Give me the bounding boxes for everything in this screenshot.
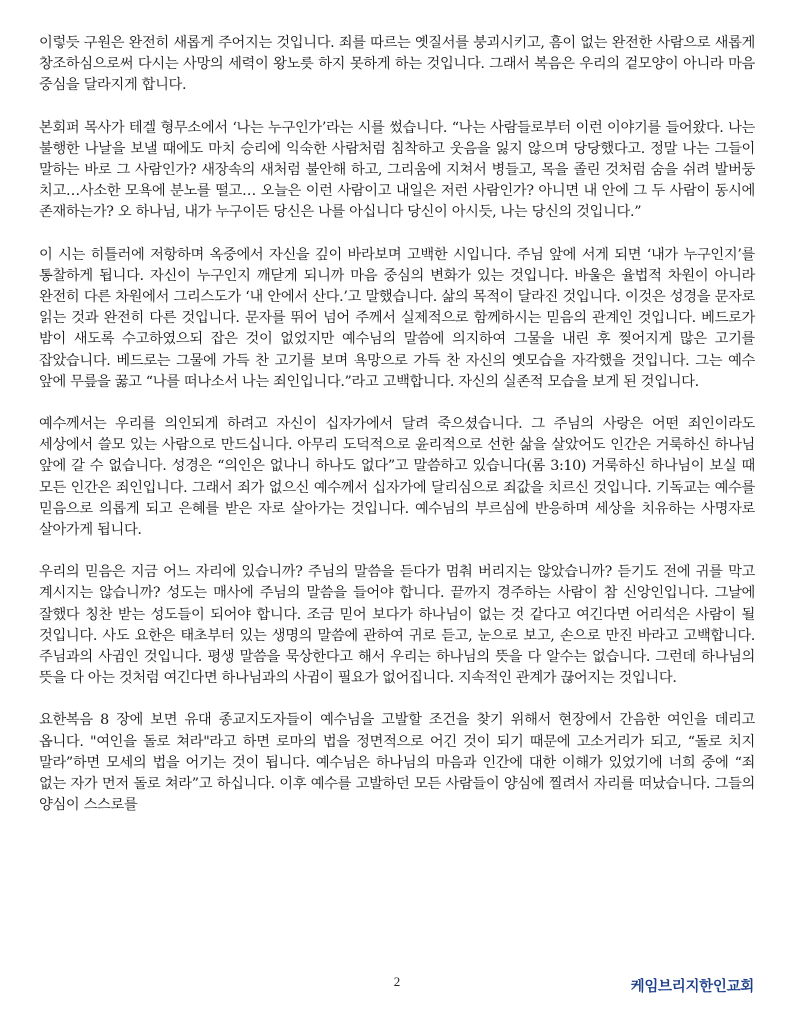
paragraph-3: 이 시는 히틀러에 저항하며 옥중에서 자신을 깊이 바라보며 고백한 시입니다. 주님 앞에 서게 되면 ‘내가 누구인지’를 통찰하게 됩니다. 자신이 누구인지 깨닫게 되니까 마음 중심의 변화가 있는 것입니다. 바울은 율법적 차원이 아니라 완전히 다른 차원에서 그리스도가 ‘내 안에서 산다.’고 말했습니다. 삶의 목적이 달라진 것입니다. 이것은 성경을 문자로 읽는 것과 완전히 다른 것입니다. 문자를 뛰어 넘어 주께서 실제적으로 함께하시는 믿음의 관계인 것입니다. 베드로가 밤이 새도록 수고하였으되 잡은 것이 없었지만 예수님의 말씀에 의지하여 그물을 내린 후 찢어지게 많은 고기를 잡았습니다. 베드로는 그물에 가득 찬 고기를 보며 욕망으로 가득 찬 자신의 옛모습을 자각했을 것입니다. 그는 예수 앞에 무릎을 꿇고 “나를 떠나소서 나는 죄인입니다.”라고 고백합니다. 자신의 실존적 모습을 보게 된 것입니다. [39, 246, 755, 390]
paragraph-5: 우리의 믿음은 지금 어느 자리에 있습니까? 주님의 말씀을 듣다가 멈춰 버리지는 않았습니까? 듣기도 전에 귀를 막고 계시지는 않습니까? 성도는 매사에 주님의 말씀을 들어야 합니다. 끝까지 경주하는 사람이 참 신앙인입니다. 그날에 잘했다 칭찬 받는 성도들이 되어야 합니다. 조금 믿어 보다가 하나님이 없는 것 같다고 여긴다면 어리석은 사람이 될 것입니다. 사도 요한은 태초부터 있는 생명의 말씀에 관하여 귀로 듣고, 눈으로 보고, 손으로 만진 바라고 고백합니다. 주님과의 사귐인 것입니다. 평생 말씀을 묵상한다고 해서 우리는 하나님의 뜻을 다 알수는 없습니다. 그런데 하나님의 뜻을 다 아는 것처럼 여긴다면 하나님과의 사귐이 필요가 없어집니다. 지속적인 관계가 끊어지는 것입니다. [39, 564, 755, 687]
paragraph-4: 예수께서는 우리를 의인되게 하려고 자신이 십자가에서 달려 죽으셨습니다. 그 주님의 사랑은 어떤 죄인이라도 세상에서 쓸모 있는 사람으로 만드십니다. 아무리 도덕적으로 윤리적으로 선한 삶을 살았어도 인간은 거룩하신 하나님 앞에 갈 수 없습니다. 성경은 “의인은 없나니 하나도 없다”고 말씀하고 있습니다(롬 3:10) 거룩하신 하나님이 보실 때 모든 인간은 죄인입니다. 그래서 죄가 없으신 예수께서 십자가에 달리심으로 죄값을 치르신 것입니다. 기독교는 예수를 믿음으로 의롭게 되고 은혜를 받은 자로 살아가는 것입니다. 예수님의 부르심에 반응하며 세상을 치유하는 사명자로 살아가게 됩니다. [39, 416, 755, 539]
page-number: 2 [393, 974, 401, 989]
paragraph-2: 본회퍼 목사가 테겔 형무소에서 ‘나는 누구인가’라는 시를 썼습니다. “나는 사람들로부터 이런 이야기를 들어왔다. 나는 불행한 나날을 보낼 때에도 마치 승리에 익숙한 사람처럼 침착하고 웃음을 잃지 않으며 당당했다고. 정말 나는 그들이 말하는 바로 그 사람인가? 새장속의 새처럼 불안해 하고, 그리움에 지쳐서 병들고, 목을 졸린 것처럼 숨을 쉬려 발버둥 치고…사소한 모욕에 분노를 떨고… 오늘은 이런 사람이고 내일은 저런 사람인가? 아니면 내 안에 그 두 사람이 동시에 존재하는가? 오 하나님, 내가 누구이든 당신은 나를 아십니다 당신이 아시듯, 나는 당신의 것입니다.” [39, 119, 755, 221]
paragraph-6: 요한복음 8 장에 보면 유대 종교지도자들이 예수님을 고발할 조건을 찾기 위해서 현장에서 간음한 여인을 데리고 옵니다. "여인을 돌로 쳐라"라고 하면 로마의 법을 정면적으로 어긴 것이 되기 때문에 고소거리가 되고, “돌로 치지 말라”하면 모세의 법을 어기는 것이 됩니다. 예수님은 하나님의 마음과 인간에 대한 이해가 있었기에 너희 중에 “죄 없는 자가 먼저 돌로 쳐라”고 하십니다. 이후 예수를 고발하던 모든 사람들이 양심에 찔려서 자리를 떠났습니다. 그들의 양심이 스스로를 [39, 712, 755, 814]
document-body [39, 33, 755, 838]
church-name: 케임브리지한인교회 [630, 979, 754, 995]
paragraph-1: 이렇듯 구원은 완전히 새롭게 주어지는 것입니다. 죄를 따르는 옛질서를 붕괴시키고, 흠이 없는 완전한 사람으로 새롭게 창조하심으로써 다시는 사망의 세력이 왕노릇 하지 못하게 하는 것입니다. 그래서 복음은 우리의 겉모양이 아니라 마음 중심을 달라지게 합니다. [39, 35, 755, 94]
